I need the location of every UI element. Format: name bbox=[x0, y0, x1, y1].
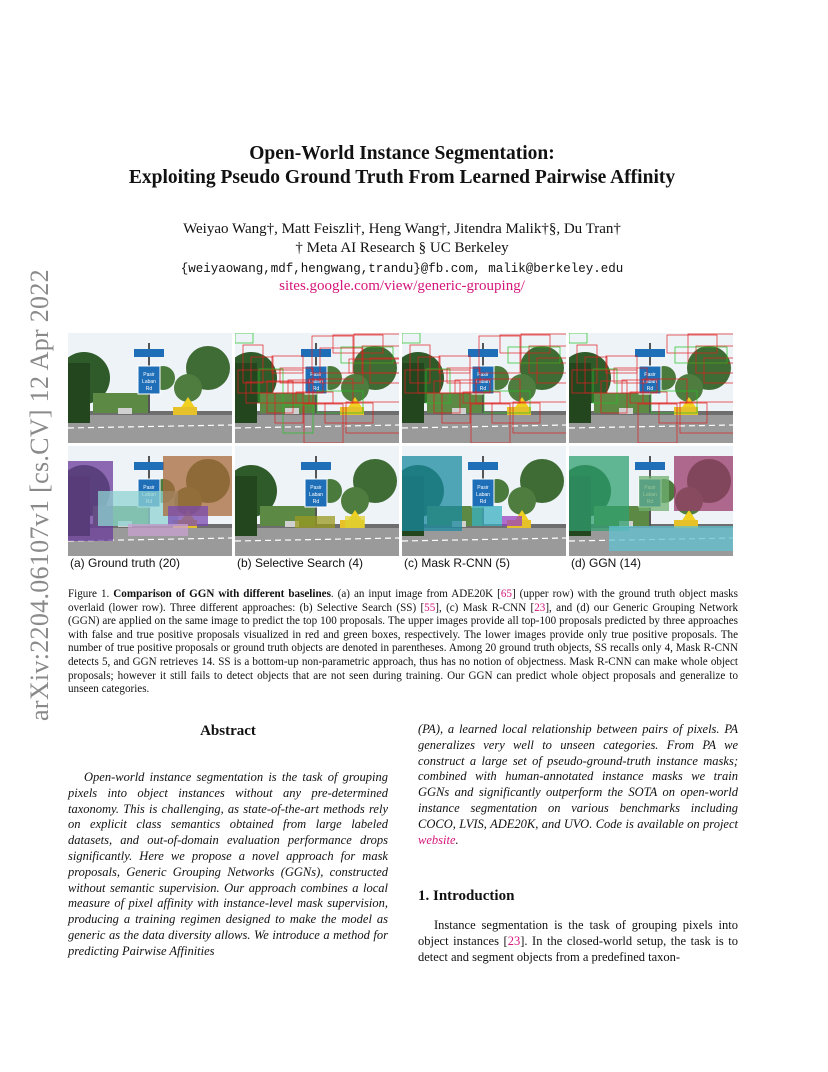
intro-text: ]. In the closed-world setup, the task is to detect and segment objects from a predefined taxon- bbox=[418, 933, 738, 964]
svg-text:Laban: Laban bbox=[476, 379, 490, 385]
mask-panel-a bbox=[68, 446, 232, 556]
caption-text: . (a) an input image from ADE20K [ bbox=[330, 588, 501, 600]
introduction-body bbox=[418, 918, 738, 965]
street-scene-image bbox=[68, 446, 232, 556]
citation-link[interactable]: 23 bbox=[507, 933, 521, 948]
title-line-1: Open-World Instance Segmentation: bbox=[249, 143, 555, 164]
svg-text:Rd: Rd bbox=[312, 499, 320, 505]
street-scene-image bbox=[569, 333, 733, 443]
figure-1 bbox=[68, 333, 736, 573]
intro-text: Instance segmentation is the task of grouping pixels into object instances [ bbox=[418, 918, 738, 948]
panel-label-c: (c) Mask R-CNN (5) bbox=[404, 556, 510, 570]
proposal-panel-a bbox=[68, 333, 232, 443]
proposal-panel-c bbox=[402, 333, 566, 443]
mask-panel-d bbox=[569, 446, 733, 556]
abstract-body: Open-world instance segmentation is the task of grouping pixels into object instances without any pre-determined taxonomy. This is challenging, as state-of-the-art methods rely on explicit class semantics obtained from large labeled datasets, and out-of-domain evaluation performance drops significantly. Here we propose a novel approach for mask proposals, Generic Grouping Networks (GGNs), constructed without semantic supervision. Our approach combines a local measure of pixel affinity with instance-level mask supervision, producing a training regimen designed to make the model as generic as the data diversity allows. We introduce a method for predicting Pairwise Affinities bbox=[68, 770, 388, 958]
svg-text:Laban: Laban bbox=[476, 492, 490, 498]
author-list: Weiyao Wang†, Matt Feiszli†, Heng Wang†, Jitendra Malik†§, Du Tran† bbox=[183, 221, 621, 237]
svg-text:Pasir: Pasir bbox=[143, 485, 155, 491]
svg-text:Laban: Laban bbox=[309, 492, 323, 498]
caption-bold: Comparison of GGN with different baselines bbox=[113, 588, 331, 600]
affiliations: † Meta AI Research § UC Berkeley bbox=[295, 240, 509, 256]
author-emails: {weiyaowang,mdf,hengwang,trandu}@fb.com, malik@berkeley.edu bbox=[180, 262, 624, 276]
caption-text: ] (upper row) with the ground truth object masks overlaid (lower row). Three different approaches: (b) Selective Search (SS) [ bbox=[68, 588, 739, 614]
mask-panel-c bbox=[402, 446, 566, 556]
svg-text:Pasir: Pasir bbox=[477, 372, 489, 378]
svg-text:Rd: Rd bbox=[312, 386, 320, 392]
street-scene-image bbox=[569, 446, 733, 556]
paper-title bbox=[70, 142, 734, 190]
citation-link[interactable]: 55 bbox=[424, 601, 436, 614]
street-scene-image bbox=[402, 446, 566, 556]
street-scene-image bbox=[402, 333, 566, 443]
panel-label-d: (d) GGN (14) bbox=[571, 556, 642, 570]
abstract-heading: Abstract bbox=[200, 723, 256, 739]
project-site-link[interactable]: sites.google.com/view/generic-grouping/ bbox=[279, 278, 525, 294]
caption-text: ], (c) Mask R-CNN [ bbox=[435, 601, 535, 614]
svg-text:Laban: Laban bbox=[643, 379, 657, 385]
citation-link[interactable]: 23 bbox=[534, 601, 546, 614]
svg-text:Pasir: Pasir bbox=[477, 485, 489, 491]
svg-text:Laban: Laban bbox=[309, 379, 323, 385]
arxiv-sidebar-stamp bbox=[20, 269, 60, 721]
svg-text:Rd: Rd bbox=[479, 499, 487, 505]
arxiv-id-text: arXiv:2204.06107v1 [cs.CV] 12 Apr 2022 bbox=[25, 269, 54, 721]
svg-text:Rd: Rd bbox=[479, 386, 487, 392]
svg-text:Rd: Rd bbox=[145, 386, 153, 392]
svg-text:Pasir: Pasir bbox=[310, 372, 322, 378]
section-heading-introduction: 1. Introduction bbox=[418, 888, 515, 904]
proposal-panel-b bbox=[235, 333, 399, 443]
caption-text: ], and (d) our Generic Grouping Network (GGN) are applied on the same image to predict the top 100 proposals. The upper images provide all top-100 proposals predicted by three approaches with false and true positive proposals visualized in red and green boxes, respectively. The lower images provide only true positive proposals. The number of true positive proposals or ground truth objects are denoted in parentheses. Among 20 ground truth objects, SS recalls only 4, Mask R-CNN detects 5, and GGN retrieves 14. SS is a bottom-up non-parametric approach, thus has no notion of objectness. Mask R-CNN can make whole object proposals; however it still fails to detect objects that are not seen during training. Our GGN can predict whole object proposals and generalize to unseen categories. bbox=[68, 601, 738, 696]
svg-text:Rd: Rd bbox=[646, 386, 654, 392]
title-line-2: Exploiting Pseudo Ground Truth From Learned Pairwise Affinity bbox=[128, 167, 676, 188]
panel-label-b: (b) Selective Search (4) bbox=[237, 556, 364, 570]
svg-text:Laban: Laban bbox=[142, 379, 156, 385]
citation-link[interactable]: 65 bbox=[500, 588, 512, 600]
svg-text:Pasir: Pasir bbox=[143, 372, 155, 378]
abstract-end: . bbox=[455, 832, 459, 847]
street-scene-image bbox=[235, 333, 399, 443]
panel-label-a: (a) Ground truth (20) bbox=[70, 556, 181, 570]
caption-prefix: Figure 1. bbox=[68, 588, 110, 600]
street-scene-image bbox=[68, 333, 232, 443]
svg-text:Pasir: Pasir bbox=[644, 372, 656, 378]
website-link[interactable]: website bbox=[418, 832, 456, 847]
abstract-continued bbox=[418, 722, 738, 848]
mask-panel-b bbox=[235, 446, 399, 556]
street-scene-image bbox=[235, 446, 399, 556]
svg-text:Pasir: Pasir bbox=[310, 485, 322, 491]
proposal-panel-d bbox=[569, 333, 733, 443]
abstract-cont-text: (PA), a learned local relationship between pairs of pixels. PA generalizes very well to unseen categories. From PA we construct a large set of pseudo-ground-truth instance masks; combined with human-annotated instance masks we train GGNs and significantly outperform the SOTA on open-world instance segmentation on various benchmarks including COCO, LVIS, ADE20K, and UVO. Code is available on project bbox=[418, 722, 738, 831]
figure-caption bbox=[68, 588, 738, 697]
